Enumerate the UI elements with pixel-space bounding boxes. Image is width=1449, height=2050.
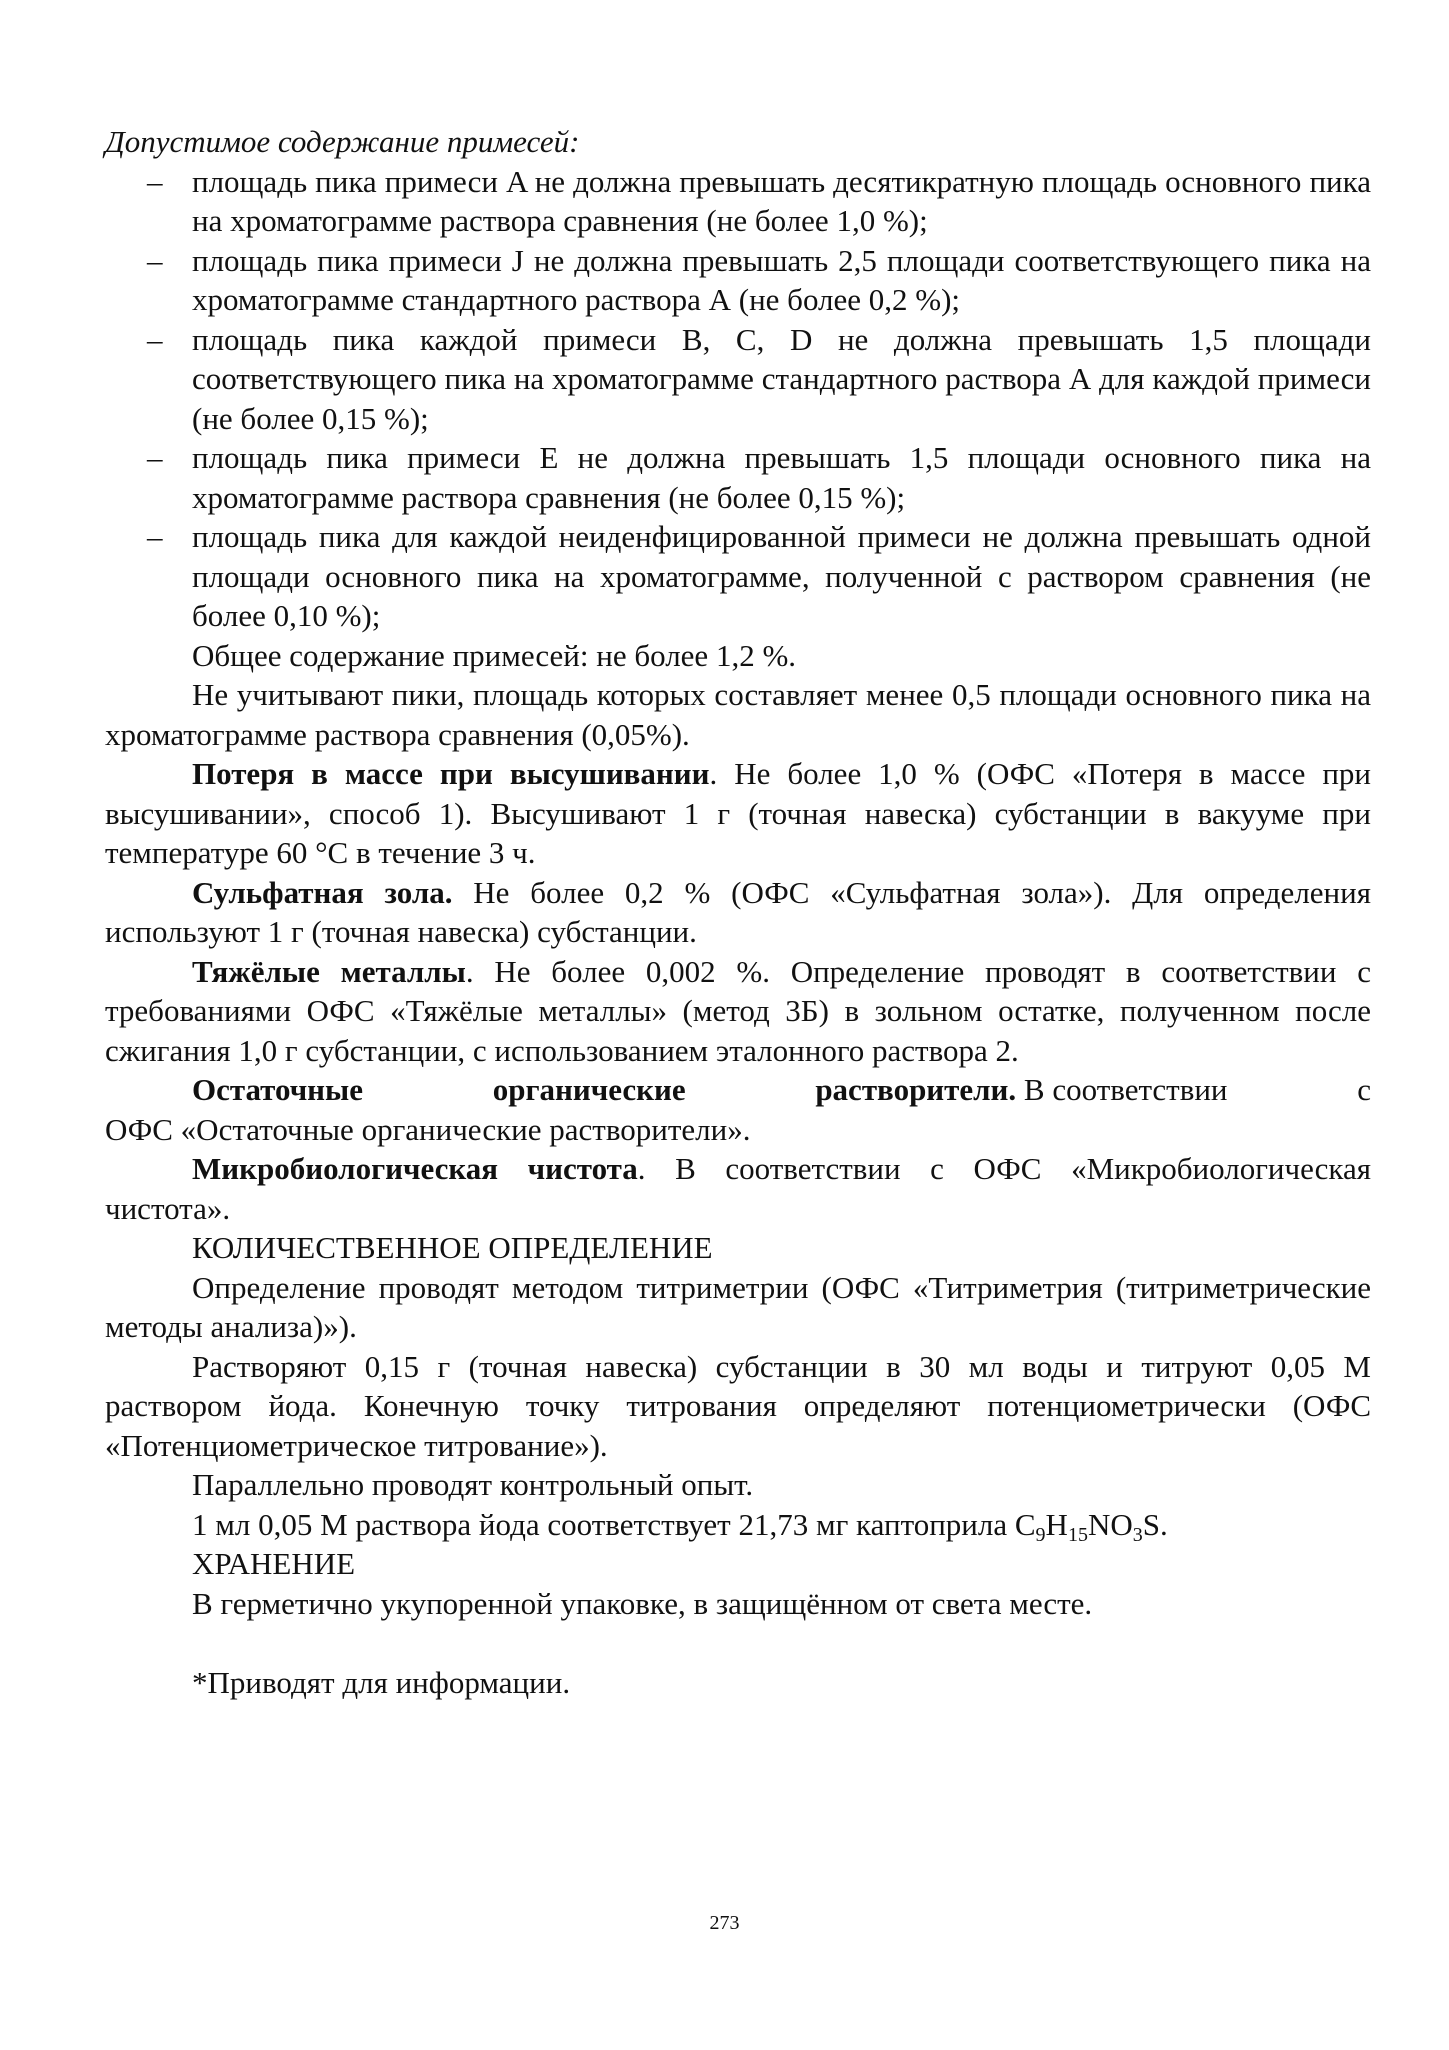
assay-control: Параллельно проводят контрольный опыт. [192, 1467, 754, 1502]
residual-solvents-text-line2: ОФС «Остаточные органические растворители». [105, 1111, 751, 1147]
residual-solvents-title-word: Остаточные [192, 1072, 363, 1107]
list-item [105, 162, 1371, 241]
impurities-disregard: Не учитывают пики, площадь которых составляет менее 0,5 площади основного пика на хроматограмме раствора сравнения (0,05%). [105, 677, 1371, 752]
formula-part: H [1045, 1506, 1068, 1542]
formula-subscript: 9 [1035, 1523, 1046, 1546]
assay-method: Определение проводят методом титриметрии (ОФС «Титриметрия (титриметрические методы анализа)»). [105, 1269, 1371, 1344]
storage-text: В герметично укупоренной упаковке, в защищённом от света месте. [192, 1585, 1093, 1621]
list-item [105, 517, 1371, 636]
dash-marker: – [147, 440, 163, 475]
heavy-metals-paragraph [105, 952, 1371, 1071]
list-item-text: площадь пика примеси Е не должна превышать 1,5 площади основного пика на хроматограмме раствора сравнения (не более 0,15 %); [192, 440, 1371, 515]
list-item-text: площадь пика примеси J не должна превышать 2,5 площади соответствующего пика на хроматограмме стандартного раствора А (не более 0,2 %); [192, 242, 1371, 317]
blank-line [105, 1623, 1371, 1663]
impurities-total: Общее содержание примесей: не более 1,2 %. [192, 637, 797, 673]
sulfated-ash-text: Не более 0,2 % (ОФС «Сульфатная зола»). Для определения используют 1 г (точная навеска) субстанции. [105, 874, 1371, 949]
residual-solvents-text: В соответствии [1023, 1072, 1228, 1107]
microbiological-text: . В соответствии с ОФС «Микробиологическая чистота». [105, 1151, 1372, 1226]
heavy-metals-title: Тяжёлые металлы [192, 953, 466, 989]
sulfated-ash-paragraph [105, 873, 1371, 952]
list-item-text: площадь пика примеси A не должна превышать десятикратную площадь основного пика на хроматограмме раствора сравнения (не более 1,0 %); [192, 163, 1371, 238]
dash-marker: – [147, 519, 163, 554]
dash-marker: – [147, 242, 163, 278]
formula-part: S. [1142, 1506, 1168, 1542]
list-item-text: площадь пика каждой примеси B, C, D не должна превышать 1,5 площади соответствующего пика на хроматограмме стандартного раствора А для каждой примеси (не более 0,15 %); [192, 321, 1371, 436]
footnote: *Приводят для информации. [192, 1664, 571, 1700]
microbiological-paragraph [105, 1149, 1371, 1228]
formula-part: NO [1087, 1506, 1133, 1542]
formula-subscript: 15 [1067, 1523, 1088, 1546]
assay-equivalence [105, 1505, 1371, 1545]
residual-solvents-title-word: органические [492, 1072, 686, 1107]
residual-solvents-text-end: с [1357, 1072, 1371, 1107]
page-number: 273 [709, 1912, 740, 1934]
impurities-heading: Допустимое содержание примесей: [105, 124, 580, 159]
formula-subscript: 3 [1132, 1523, 1143, 1546]
dash-marker: – [147, 321, 163, 357]
sulfated-ash-title: Сульфатная зола. [192, 874, 453, 910]
loss-on-drying-text: . Не более 1,0 % (ОФС «Потеря в массе при высушивании», способ 1). Высушивают 1 г (точная навеска) субстанции в вакууме при температуре 60 °C в течение 3 ч. [105, 756, 1372, 870]
assay-procedure: Растворяют 0,15 г (точная навеска) субстанции в 30 мл воды и титруют 0,05 М раствором йода. Конечную точку титрования определяют потенциометрически (ОФС «Потенциометрическое титрование»). [105, 1348, 1371, 1463]
loss-on-drying-paragraph [105, 754, 1371, 873]
list-item-text: площадь пика для каждой неиденфицированной примеси не должна превышать одной площади основного пика на хроматограмме, полученной с раствором сравнения (не более 0,10 %); [192, 519, 1371, 633]
dash-marker: – [147, 163, 163, 199]
equivalence-text: 1 мл 0,05 М раствора йода соответствует 21,73 мг каптоприла C [192, 1506, 1036, 1542]
list-item [105, 241, 1371, 320]
list-item [105, 320, 1371, 439]
document-page [105, 122, 1371, 1702]
loss-on-drying-title: Потеря в массе при высушивании [192, 756, 710, 791]
list-item [105, 438, 1371, 517]
storage-heading: ХРАНЕНИЕ [192, 1546, 356, 1581]
impurities-list [105, 162, 1371, 636]
residual-solvents-title-group [815, 1070, 1227, 1110]
microbiological-title: Микробиологическая чистота [192, 1151, 638, 1186]
residual-solvents-title-word: растворители. [815, 1072, 1017, 1107]
residual-solvents-line [105, 1070, 1371, 1110]
heavy-metals-text: . Не более 0,002 %. Определение проводят в соответствии с требованиями ОФС «Тяжёлые металлы» (метод 3Б) в зольном остатке, полученном после сжигания 1,0 г субстанции, с использованием эталонного раствора 2. [105, 953, 1371, 1068]
assay-heading: КОЛИЧЕСТВЕННОЕ ОПРЕДЕЛЕНИЕ [192, 1230, 713, 1265]
